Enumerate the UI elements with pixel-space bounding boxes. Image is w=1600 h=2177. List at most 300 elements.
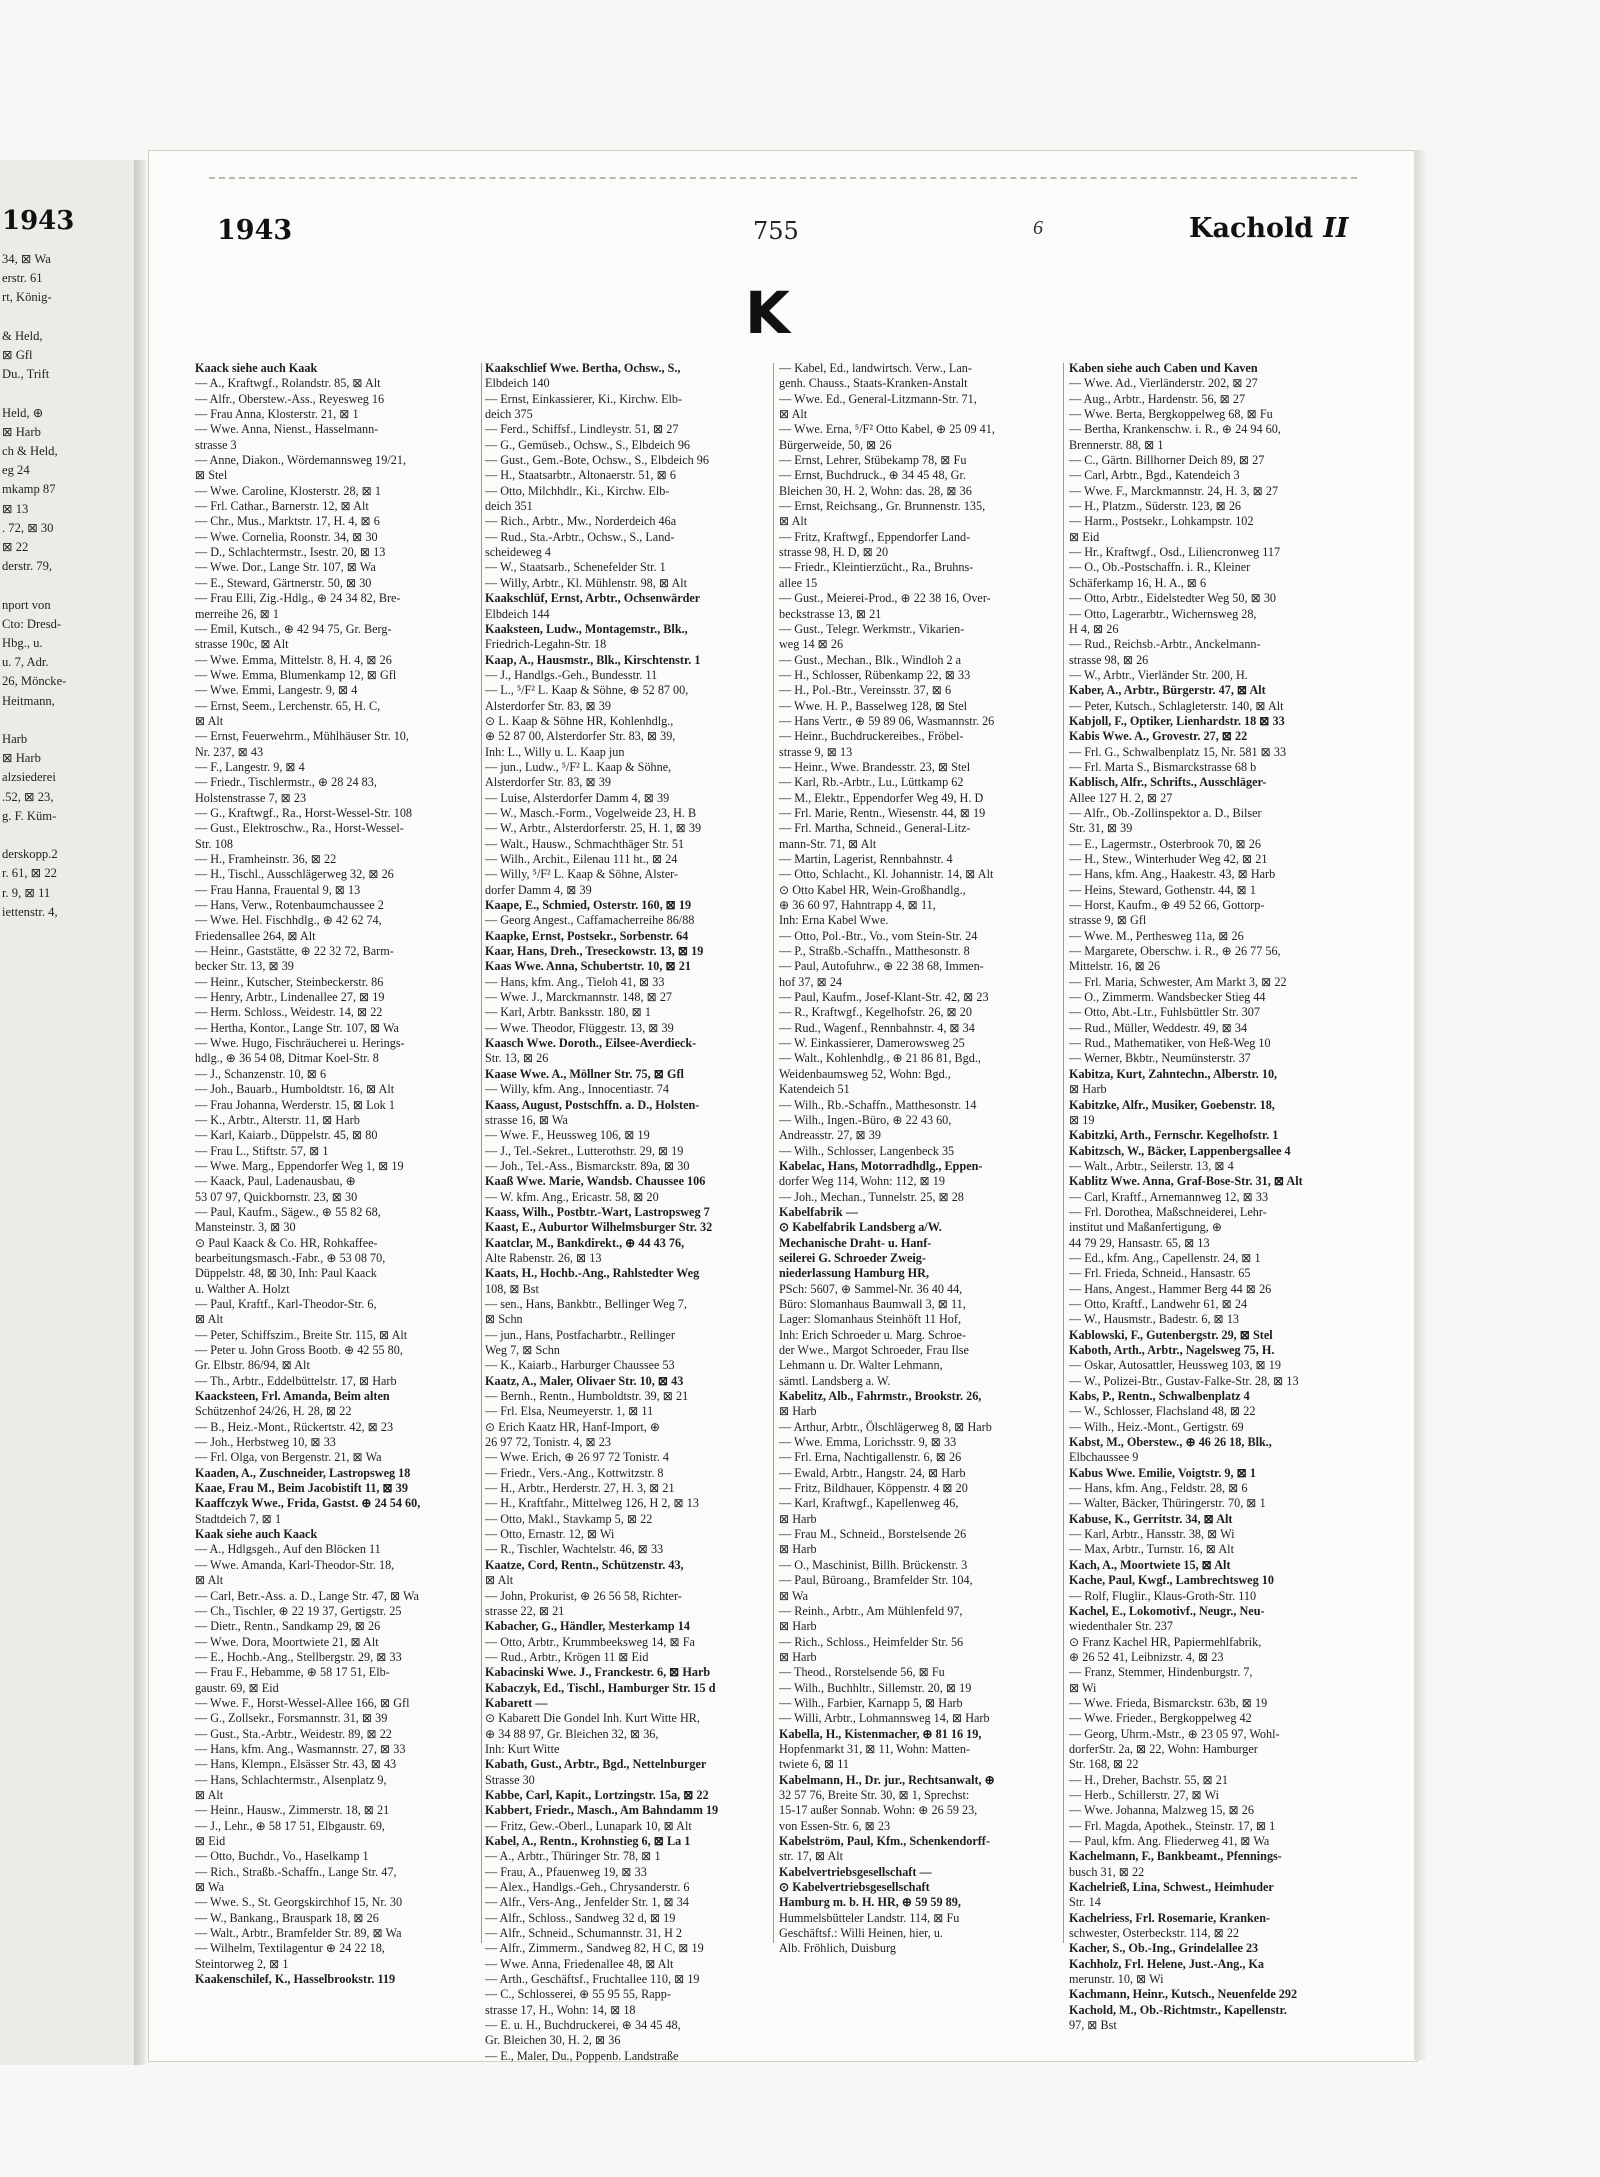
directory-entry-line: Stadtdeich 7, ⊠ 1 bbox=[195, 1511, 282, 1526]
directory-entry-line: ⊠ Harb bbox=[779, 1649, 817, 1664]
directory-entry-line: seilerei G. Schroeder Zweig- bbox=[779, 1250, 926, 1265]
directory-entry-line: — Otto, Arbtr., Krummbeeksweg 14, ⊠ Fa bbox=[485, 1634, 695, 1649]
directory-entry-line: — Karl, Arbtr. Banksstr. 180, ⊠ 1 bbox=[485, 1005, 651, 1020]
directory-entry-line: — Karl, Kraftwgf., Kapellenweg 46, bbox=[779, 1496, 959, 1511]
directory-entry-line: — Rich., Arbtr., Mw., Norderdeich 46a bbox=[485, 514, 677, 529]
directory-entry-line: — Horst, Kaufm., ⊕ 49 52 66, Gottorp- bbox=[1069, 898, 1265, 913]
directory-entry-line: — Wwe. F., Heussweg 106, ⊠ 19 bbox=[485, 1128, 650, 1143]
directory-entry-line: — Ch., Tischler, ⊕ 22 19 37, Gertigstr. 25 bbox=[195, 1603, 402, 1618]
directory-entry-line: — Wwe. Theodor, Flüggestr. 13, ⊠ 39 bbox=[485, 1020, 674, 1035]
directory-entry-line: ⊠ Wa bbox=[779, 1588, 808, 1603]
directory-entry-line: — Wwe. Erna, ⁵/F² Otto Kabel, ⊕ 25 09 41, bbox=[779, 422, 995, 437]
directory-entry-line: — Alfr., Zimmerm., Sandweg 82, H C, ⊠ 19 bbox=[485, 1941, 704, 1956]
directory-entry-line: — Heinr., Buchdruckereibes., Fröbel- bbox=[779, 729, 964, 744]
directory-entry-line: — Paul, Büroang., Bramfelder Str. 104, bbox=[779, 1573, 973, 1588]
directory-entry-line: — Rud., Arbtr., Krögen 11 ⊠ Eid bbox=[485, 1649, 649, 1664]
directory-entry-line: merunstr. 10, ⊠ Wi bbox=[1069, 1972, 1164, 1987]
directory-entry-line: — Wilh., Schlosser, Langenbeck 35 bbox=[779, 1143, 955, 1158]
left-page-line: rt, König- bbox=[2, 290, 52, 305]
directory-entry-line: deich 375 bbox=[485, 407, 533, 422]
left-page-line: derskopp.2 bbox=[2, 847, 58, 862]
directory-entry-line: Kaaden, A., Zuschneider, Lastropsweg 18 bbox=[195, 1465, 411, 1480]
directory-entry-line: — Gust., Mechan., Blk., Windloh 2 a bbox=[779, 652, 962, 667]
directory-entry-line: — Wwe. Emma, Lorichsstr. 9, ⊠ 33 bbox=[779, 1435, 957, 1450]
directory-entry-line: — Wwe. Hugo, Fischräucherei u. Herings- bbox=[195, 1036, 405, 1051]
left-page-line: ⊠ Harb bbox=[2, 424, 41, 439]
directory-entry-line: — J., Schanzenstr. 10, ⊠ 6 bbox=[195, 1066, 327, 1081]
left-page-entries bbox=[2, 250, 138, 922]
directory-entry-line: — Wwe. Johanna, Malzweg 15, ⊠ 26 bbox=[1069, 1803, 1254, 1818]
directory-entry-line: Kachelrieß, Lina, Schwest., Heimhuder bbox=[1069, 1880, 1274, 1895]
directory-entry-line: — Otto, Buchdr., Vo., Haselkamp 1 bbox=[195, 1849, 369, 1864]
left-page-line bbox=[2, 308, 138, 327]
directory-entry-line: — Dietr., Rentn., Sandkamp 29, ⊠ 26 bbox=[195, 1619, 381, 1634]
directory-entry-line: Kabacher, G., Händler, Mesterkamp 14 bbox=[485, 1619, 690, 1634]
directory-entry-line: — Otto, Kraftf., Landwehr 61, ⊠ 24 bbox=[1069, 1296, 1248, 1311]
directory-entry-line: Kabelitz, Alb., Fahrmstr., Brookstr. 26, bbox=[779, 1389, 982, 1404]
directory-entry-line: — Frau F., Hebamme, ⊕ 58 17 51, Elb- bbox=[195, 1665, 390, 1680]
directory-entry-line: — A., Kraftwgf., Rolandstr. 85, ⊠ Alt bbox=[195, 376, 381, 391]
directory-entry-line: — G., Kraftwgf., Ra., Horst-Wessel-Str. 108 bbox=[195, 805, 413, 820]
directory-entry-line: Friedrich-Legahn-Str. 18 bbox=[485, 637, 607, 652]
directory-entry-line: Kaboth, Arth., Arbtr., Nagelsweg 75, H. bbox=[1069, 1343, 1275, 1357]
directory-entry-line: Kaben siehe auch Caben und Kaven bbox=[1069, 361, 1258, 375]
directory-entry-line: — C., Schlosserei, ⊕ 55 95 55, Rapp- bbox=[485, 1987, 671, 2002]
directory-entry-line: — Frau Hanna, Frauental 9, ⊠ 13 bbox=[195, 882, 361, 897]
directory-entry-line: — Wwe. Caroline, Klosterstr. 28, ⊠ 1 bbox=[195, 483, 382, 498]
directory-entry-line: ⊠ Alt bbox=[195, 1787, 224, 1802]
directory-entry-line: Kabitzke, Alfr., Musiker, Goebenstr. 18, bbox=[1069, 1097, 1275, 1112]
directory-entry-line: Brennerstr. 88, ⊠ 1 bbox=[1069, 437, 1164, 452]
directory-entry-line: ⊠ Alt bbox=[195, 713, 224, 728]
entry-column-2 bbox=[485, 361, 773, 2064]
directory-entry-line: Elbchaussee 9 bbox=[1069, 1450, 1139, 1465]
directory-entry-line: — Arthur, Arbtr., Ölschlägerweg 8, ⊠ Harb bbox=[779, 1419, 992, 1434]
directory-entry-line: — Kabel, Ed., landwirtsch. Verw., Lan- bbox=[779, 361, 972, 375]
directory-entry-line: — Gust., Elektroschw., Ra., Horst-Wessel- bbox=[195, 821, 404, 836]
left-page-line bbox=[2, 826, 138, 845]
directory-entry-line: — Hr., Kraftwgf., Osd., Liliencronweg 117 bbox=[1069, 545, 1281, 560]
directory-entry-line: Kaass, August, Postschffn. a. D., Holsten- bbox=[485, 1097, 700, 1112]
directory-entry-line: — D., Schlachtermstr., Isestr. 20, ⊠ 13 bbox=[195, 545, 386, 560]
directory-entry-line: — Wwe. F., Marckmannstr. 24, H. 3, ⊠ 27 bbox=[1069, 483, 1279, 498]
directory-entry-line: strasse 190c, ⊠ Alt bbox=[195, 637, 289, 652]
directory-entry-line: — Wwe. Dora, Moortwiete 21, ⊠ Alt bbox=[195, 1634, 379, 1649]
directory-entry-line: PSch: 5607, ⊕ Sammel-Nr. 36 40 44, bbox=[779, 1281, 963, 1296]
left-page-line: Heitmann, bbox=[2, 693, 55, 708]
directory-entry-line: — Hans, Verw., Rotenbaumchaussee 2 bbox=[195, 898, 384, 913]
directory-entry-line: — Ernst, Seem., Lerchenstr. 65, H. C, bbox=[195, 698, 381, 713]
directory-entry-line: ⊠ Alt bbox=[779, 407, 808, 422]
directory-entry-line: H 4, ⊠ 26 bbox=[1069, 621, 1119, 636]
directory-entry-line: — A., Hdlgsgeh., Auf den Blöcken 11 bbox=[195, 1542, 381, 1557]
directory-entry-line: — Franz, Stemmer, Hindenburgstr. 7, bbox=[1069, 1665, 1253, 1680]
directory-entry-line: Str. 168, ⊠ 22 bbox=[1069, 1757, 1139, 1772]
left-page-line: nport von bbox=[2, 597, 51, 612]
directory-entry-line: — A., Arbtr., Thüringer Str. 78, ⊠ 1 bbox=[485, 1849, 661, 1864]
page-number: 755 bbox=[753, 217, 799, 245]
directory-entry-line: ⊕ 36 60 97, Hahntrapp 4, ⊠ 11, bbox=[779, 898, 936, 913]
directory-entry-line: dorferStr. 2a, ⊠ 22, Wohn: Hamburger bbox=[1069, 1741, 1258, 1756]
directory-entry-line: — Wilh., Ingen.-Büro, ⊕ 22 43 60, bbox=[779, 1112, 952, 1127]
directory-entry-line: — H., Staatsarbtr., Altonaerstr. 51, ⊠ 6 bbox=[485, 468, 676, 483]
directory-entry-line: ⊙ Kabelvertriebsgesellschaft bbox=[779, 1880, 930, 1895]
left-page-line: derstr. 79, bbox=[2, 559, 53, 574]
directory-entry-line: Kaakschlief Wwe. Bertha, Ochsw., S., bbox=[485, 361, 681, 375]
directory-entry-line: — Fritz, Kraftwgf., Eppendorfer Land- bbox=[779, 529, 971, 544]
directory-entry-line: — Frl. Frieda, Schneid., Hansastr. 65 bbox=[1069, 1266, 1251, 1281]
left-page-line: . 72, ⊠ 30 bbox=[2, 520, 54, 535]
directory-entry-line: — Joh., Tel.-Ass., Bismarckstr. 89a, ⊠ 30 bbox=[485, 1158, 690, 1173]
running-head bbox=[1189, 213, 1348, 244]
left-page-line: Cto: Dresd- bbox=[2, 616, 62, 631]
directory-entry-line: gaustr. 69, ⊠ Eid bbox=[195, 1680, 279, 1695]
directory-entry-line: Kaape, E., Schmied, Osterstr. 160, ⊠ 19 bbox=[485, 898, 692, 913]
directory-entry-line: — Herb., Schillerstr. 27, ⊠ Wi bbox=[1069, 1787, 1219, 1802]
directory-entry-line: hof 37, ⊠ 24 bbox=[779, 974, 843, 989]
directory-entry-line: — Frl. G., Schwalbenplatz 15, Nr. 581 ⊠ 33 bbox=[1069, 744, 1287, 759]
directory-entry-line: — Karl, Arbtr., Hansstr. 38, ⊠ Wi bbox=[1069, 1527, 1235, 1542]
directory-entry-line: Kaar, Hans, Dreh., Treseckowstr. 13, ⊠ 19 bbox=[485, 944, 704, 959]
directory-entry-line: — W., Polizei-Btr., Gustav-Falke-Str. 28, ⊠ 13 bbox=[1069, 1373, 1299, 1388]
directory-entry-line: — Friedr., Kleintierzücht., Ra., Bruhns- bbox=[779, 560, 974, 575]
directory-entry-line: Kachold, M., Ob.-Richtmstr., Kapellenstr. bbox=[1069, 2002, 1287, 2017]
directory-entry-line: — Frl. Magda, Apothek., Steinstr. 17, ⊠ 1 bbox=[1069, 1818, 1276, 1833]
directory-entry-line: ⊙ Kabarett Die Gondel Inh. Kurt Witte HR, bbox=[485, 1711, 700, 1726]
directory-entry-line: — Hertha, Kontor., Lange Str. 107, ⊠ Wa bbox=[195, 1020, 399, 1035]
left-page-line: ⊠ 13 bbox=[2, 501, 29, 516]
directory-entry-line: — Wwe. Frieder., Bergkoppelweg 42 bbox=[1069, 1711, 1252, 1726]
directory-page bbox=[148, 150, 1418, 2062]
directory-entry-line: — Joh., Bauarb., Humboldtstr. 16, ⊠ Alt bbox=[195, 1082, 395, 1097]
directory-entry-line: Kach, A., Moortwiete 15, ⊠ Alt bbox=[1069, 1557, 1231, 1572]
directory-entry-line: — W., Masch.-Form., Vogelweide 23, H. B bbox=[485, 805, 697, 820]
directory-entry-line: — Gust., Telegr. Werkmstr., Vikarien- bbox=[779, 621, 965, 636]
directory-entry-line: — Wwe. Emmi, Langestr. 9, ⊠ 4 bbox=[195, 683, 358, 698]
directory-entry-line: — Karl, Kaiarb., Düppelstr. 45, ⊠ 80 bbox=[195, 1128, 378, 1143]
directory-entry-line: — Otto, Lagerarbtr., Wichernsweg 28, bbox=[1069, 606, 1257, 621]
directory-entry-line: Schäferkamp 16, H. A., ⊠ 6 bbox=[1069, 575, 1207, 590]
directory-entry-line: — Heinr., Kutscher, Steinbeckerstr. 86 bbox=[195, 974, 384, 989]
directory-entry-line: ⊙ Paul Kaack & Co. HR, Rohkaffee- bbox=[195, 1235, 378, 1250]
directory-entry-line: Kaapke, Ernst, Postsekr., Sorbenstr. 64 bbox=[485, 928, 689, 943]
directory-entry-line: Kachelmann, F., Bankbeamt., Pfennings- bbox=[1069, 1849, 1282, 1864]
directory-entry-line: — W., Staatsarb., Schenefelder Str. 1 bbox=[485, 560, 666, 575]
directory-entry-line: becker Str. 13, ⊠ 39 bbox=[195, 959, 294, 974]
directory-entry-line: Kacher, S., Ob.-Ing., Grindelallee 23 bbox=[1069, 1941, 1259, 1956]
directory-entry-line: — W., Hausmstr., Badestr. 6, ⊠ 13 bbox=[1069, 1312, 1240, 1327]
directory-entry-line: ⊙ Kabelfabrik Landsberg a/W. bbox=[779, 1220, 942, 1235]
directory-entry-line: — Wilhelm, Textilagentur ⊕ 24 22 18, bbox=[195, 1941, 385, 1956]
directory-entry-line: Geschäftsf.: Willi Heinen, hier, u. bbox=[779, 1926, 943, 1941]
directory-entry-line: — W., Arbtr., Alsterdorferstr. 25, H. 1, ⊠ 39 bbox=[485, 821, 702, 836]
directory-entry-line: — H., Schlosser, Rübenkamp 22, ⊠ 33 bbox=[779, 667, 971, 682]
directory-entry-line: ⊠ Alt bbox=[195, 1312, 224, 1327]
directory-entry-line: Kaast, E., Auburtor Wilhelmsburger Str. 32 bbox=[485, 1220, 713, 1235]
directory-entry-line: — Gust., Gem.-Bote, Ochsw., S., Elbdeich 96 bbox=[485, 453, 709, 468]
directory-entry-line: niederlassung Hamburg HR, bbox=[779, 1266, 929, 1281]
directory-entry-line: Steintorweg 2, ⊠ 1 bbox=[195, 1956, 289, 1971]
directory-entry-line: — Paul, Kraftf., Karl-Theodor-Str. 6, bbox=[195, 1296, 377, 1311]
directory-entry-line: Kabelac, Hans, Motorradhdlg., Eppen- bbox=[779, 1158, 983, 1173]
directory-entry-line: — H., Stew., Winterhuder Weg 42, ⊠ 21 bbox=[1069, 852, 1268, 866]
directory-entry-line: — Rolf, Fluglir., Klaus-Groth-Str. 110 bbox=[1069, 1588, 1257, 1603]
directory-entry-line: — Ernst, Lehrer, Stübekamp 78, ⊠ Fu bbox=[779, 453, 967, 468]
directory-entry-line: ⊠ Harb bbox=[779, 1511, 817, 1526]
directory-entry-line: — Rud., Sta.-Arbtr., Ochsw., S., Land- bbox=[485, 529, 675, 544]
directory-entry-line: — G., Zollsekr., Forsmannstr. 31, ⊠ 39 bbox=[195, 1711, 388, 1726]
directory-entry-line: — Wwe. Emma, Mittelstr. 8, H. 4, ⊠ 26 bbox=[195, 652, 392, 667]
directory-entry-line: — W. kfm. Ang., Ericastr. 58, ⊠ 20 bbox=[485, 1189, 659, 1204]
directory-entry-line: — Otto, Schlacht., Kl. Johannistr. 14, ⊠ Alt bbox=[779, 867, 994, 882]
directory-entry-line: Kabelström, Paul, Kfm., Schenkendorff- bbox=[779, 1834, 990, 1848]
directory-entry-line: Kabus Wwe. Emilie, Voigtstr. 9, ⊠ 1 bbox=[1069, 1465, 1256, 1480]
directory-entry-line: — Otto, Ernastr. 12, ⊠ Wi bbox=[485, 1527, 615, 1542]
directory-entry-line: — J., Tel.-Sekret., Lutterothstr. 29, ⊠ 19 bbox=[485, 1143, 684, 1158]
directory-entry-line: — sen., Hans, Bankbtr., Bellinger Weg 7, bbox=[485, 1296, 687, 1311]
directory-entry-line: Alsterdorfer Str. 83, ⊠ 39 bbox=[485, 775, 611, 790]
directory-entry-line: Kache, Paul, Kwgf., Lambrechtsweg 10 bbox=[1069, 1573, 1274, 1588]
directory-entry-line: ⊠ Stel bbox=[195, 468, 228, 483]
directory-entry-line: — W., Schlosser, Flachsland 48, ⊠ 22 bbox=[1069, 1404, 1256, 1419]
directory-entry-line: dorfer Damm 4, ⊠ 39 bbox=[485, 882, 592, 897]
directory-entry-line: — Margarete, Oberschw. i. R., ⊕ 26 77 56, bbox=[1069, 944, 1281, 959]
directory-entry-line: Bürgerweide, 50, ⊠ 26 bbox=[779, 437, 892, 452]
directory-entry-line: — H., Pol.-Btr., Vereinsstr. 37, ⊠ 6 bbox=[779, 683, 952, 698]
left-page-line: ⊠ Gfl bbox=[2, 348, 33, 362]
directory-entry-line: ⊠ Harb bbox=[1069, 1082, 1107, 1097]
directory-entry-line: Inh: Erna Kabel Wwe. bbox=[779, 913, 889, 928]
directory-entry-line: ⊠ Alt bbox=[779, 514, 808, 529]
running-head-roman: II bbox=[1323, 213, 1349, 244]
directory-entry-line: Kachholz, Frl. Helene, Just.-Ang., Ka bbox=[1069, 1956, 1264, 1971]
left-page-line: & Held, bbox=[2, 328, 43, 343]
directory-entry-line: — W., Bankang., Brauspark 18, ⊠ 26 bbox=[195, 1910, 379, 1925]
directory-entry-line: — Ewald, Arbtr., Hangstr. 24, ⊠ Harb bbox=[779, 1465, 966, 1480]
directory-entry-line: — Paul, Kaufm., Josef-Klant-Str. 42, ⊠ 23 bbox=[779, 990, 989, 1005]
directory-entry-line: deich 351 bbox=[485, 499, 533, 514]
directory-entry-line: — Th., Arbtr., Eddelbüttelstr. 17, ⊠ Harb bbox=[195, 1373, 397, 1388]
directory-entry-line: strasse 22, ⊠ 21 bbox=[485, 1603, 565, 1618]
directory-entry-line: — Frl. Dorothea, Maßschneiderei, Lehr- bbox=[1069, 1204, 1267, 1219]
directory-entry-line: Kabella, H., Kistenmacher, ⊕ 81 16 19, bbox=[779, 1726, 982, 1741]
directory-entry-line: — Peter u. John Gross Bootb. ⊕ 42 55 80, bbox=[195, 1343, 403, 1357]
directory-entry-line: Kaap, A., Hausmstr., Blk., Kirschtenstr. 1 bbox=[485, 652, 701, 667]
directory-entry-line: Mechanische Draht- u. Hanf- bbox=[779, 1235, 932, 1250]
directory-entry-line: schwester, Osterbeckstr. 114, ⊠ 22 bbox=[1069, 1926, 1240, 1941]
entry-column-3 bbox=[779, 361, 1067, 1957]
directory-entry-line: — Rich., Straßb.-Schaffn., Lange Str. 47, bbox=[195, 1864, 397, 1879]
left-page-line: ⊠ 22 bbox=[2, 540, 29, 555]
directory-entry-line: Kaass, Wilh., Postbtr.-Wart, Lastropsweg 7 bbox=[485, 1204, 710, 1219]
directory-entry-line: — Wilh., Archit., Eilenau 111 ht., ⊠ 24 bbox=[485, 852, 678, 866]
directory-entry-line: Katendeich 51 bbox=[779, 1082, 850, 1097]
entry-column-1 bbox=[195, 361, 483, 1987]
directory-entry-line: — H., Tischl., Ausschlägerweg 32, ⊠ 26 bbox=[195, 867, 394, 882]
directory-entry-line: beckstrasse 13, ⊠ 21 bbox=[779, 606, 882, 621]
left-page-line: r. 9, ⊠ 11 bbox=[2, 885, 51, 900]
left-page-line: Held, ⊕ bbox=[2, 405, 44, 420]
directory-entry-line: — Wilh., Heiz.-Mont., Gertigstr. 69 bbox=[1069, 1419, 1244, 1434]
directory-entry-line: 32 57 76, Breite Str. 30, ⊠ 1, Sprechst: bbox=[779, 1787, 970, 1802]
left-page-line: erstr. 61 bbox=[2, 271, 43, 286]
directory-entry-line: — Rich., Schloss., Heimfelder Str. 56 bbox=[779, 1634, 964, 1649]
directory-entry-line: Kaase Wwe. A., Möllner Str. 75, ⊠ Gfl bbox=[485, 1066, 684, 1081]
directory-entry-line: — Gust., Sta.-Arbtr., Weidestr. 89, ⊠ 22 bbox=[195, 1726, 392, 1741]
directory-entry-line: — Wwe. M., Perthesweg 11a, ⊠ 26 bbox=[1069, 928, 1244, 943]
column-divider bbox=[1063, 363, 1064, 1943]
book-gutter bbox=[134, 160, 146, 2065]
directory-entry-line: ⊙ L. Kaap & Söhne HR, Kohlenhdlg., bbox=[485, 713, 674, 728]
top-edge-rule bbox=[209, 177, 1357, 179]
directory-entry-line: — Werner, Bkbtr., Neumünsterstr. 37 bbox=[1069, 1051, 1251, 1066]
directory-entry-line: — Fritz, Gew.-Oberl., Lunapark 10, ⊠ Alt bbox=[485, 1818, 692, 1833]
directory-entry-line: — Frau Johanna, Werderstr. 15, ⊠ Lok 1 bbox=[195, 1097, 395, 1112]
directory-entry-line: — Willy, ⁵/F² L. Kaap & Söhne, Alster- bbox=[485, 867, 679, 882]
directory-entry-line: — Otto, Milchhdlr., Ki., Kirchw. Elb- bbox=[485, 483, 670, 498]
directory-entry-line: — Georg Angest., Caffamacherreihe 86/88 bbox=[485, 913, 695, 928]
directory-entry-line: ⊕ 34 88 97, Gr. Bleichen 32, ⊠ 36, bbox=[485, 1726, 659, 1741]
directory-entry-line: — Otto, Abt.-Ltr., Fuhlsbüttler Str. 307 bbox=[1069, 1005, 1260, 1020]
directory-entry-line: Kaakenschilef, K., Hasselbrookstr. 119 bbox=[195, 1972, 396, 1987]
directory-entry-line: — Frl. Olga, von Bergenstr. 21, ⊠ Wa bbox=[195, 1450, 382, 1465]
directory-entry-line: — Hans, Klempn., Elsässer Str. 43, ⊠ 43 bbox=[195, 1757, 397, 1772]
directory-entry-line: — Frl. Marta S., Bismarckstrasse 68 b bbox=[1069, 759, 1257, 774]
directory-entry-line: — G., Gemüseb., Ochsw., S., Elbdeich 96 bbox=[485, 437, 691, 452]
directory-entry-line: — Anne, Diakon., Wördemannsweg 19/21, bbox=[195, 453, 406, 468]
directory-entry-line: — Willi, Arbtr., Lohmannsweg 14, ⊠ Harb bbox=[779, 1711, 990, 1726]
directory-entry-line: — Alfr., Schneid., Schumannstr. 31, H 2 bbox=[485, 1926, 683, 1941]
directory-entry-line: Kabelfabrik — bbox=[779, 1204, 858, 1219]
directory-entry-line: Kaatze, Cord, Rentn., Schützenstr. 43, bbox=[485, 1557, 684, 1572]
directory-entry-line: — J., Handlgs.-Geh., Bundesstr. 11 bbox=[485, 667, 658, 682]
directory-entry-line: — Wwe. J., Marckmannstr. 148, ⊠ 27 bbox=[485, 990, 673, 1005]
directory-entry-line: — Hans, Angest., Hammer Berg 44 ⊠ 26 bbox=[1069, 1281, 1272, 1296]
directory-entry-line: — Karl, Rb.-Arbtr., Lu., Lüttkamp 62 bbox=[779, 775, 964, 790]
directory-entry-line: — Oskar, Autosattler, Heussweg 103, ⊠ 19 bbox=[1069, 1358, 1281, 1373]
directory-entry-line: — Rud., Wagenf., Rennbahnstr. 4, ⊠ 34 bbox=[779, 1020, 975, 1035]
directory-entry-line: der Wwe., Margot Schroeder, Frau Ilse bbox=[779, 1343, 969, 1357]
directory-entry-line: — Frl. Elsa, Neumeyerstr. 1, ⊠ 11 bbox=[485, 1404, 654, 1419]
left-page-line: alzsiederei bbox=[2, 770, 56, 785]
directory-entry-line: Inh: L., Willy u. L. Kaap jun bbox=[485, 744, 625, 759]
directory-entry-line: Kabbe, Carl, Kapit., Lortzingstr. 15a, ⊠ 22 bbox=[485, 1787, 709, 1802]
directory-entry-line: Mansteinstr. 3, ⊠ 30 bbox=[195, 1220, 296, 1235]
directory-entry-line: — Frl. Maria, Schwester, Am Markt 3, ⊠ 22 bbox=[1069, 974, 1287, 989]
directory-entry-line: 44 79 29, Hansastr. 65, ⊠ 13 bbox=[1069, 1235, 1210, 1250]
directory-entry-line: — Fritz, Bildhauer, Köppenstr. 4 ⊠ 20 bbox=[779, 1481, 968, 1496]
directory-entry-line: Inh: Erich Schroeder u. Marg. Schroe- bbox=[779, 1327, 966, 1342]
directory-entry-line: strasse 17, H., Wohn: 14, ⊠ 18 bbox=[485, 2002, 636, 2017]
directory-entry-line: Str. 14 bbox=[1069, 1895, 1101, 1910]
directory-entry-line: — Ernst, Reichsang., Gr. Brunnenstr. 135, bbox=[779, 499, 986, 514]
entry-column-4 bbox=[1069, 361, 1365, 2033]
directory-entry-line: Kaatclar, M., Bankdirekt., ⊕ 44 43 76, bbox=[485, 1235, 685, 1250]
directory-entry-line: ⊙ Erich Kaatz HR, Hanf-Import, ⊕ bbox=[485, 1419, 661, 1434]
directory-entry-line: — Walt., Arbtr., Bramfelder Str. 89, ⊠ Wa bbox=[195, 1926, 402, 1941]
directory-entry-line: str. 17, ⊠ Alt bbox=[779, 1849, 844, 1864]
running-head-keyword: Kachold bbox=[1189, 213, 1314, 244]
directory-entry-line: Elbdeich 140 bbox=[485, 376, 550, 391]
directory-entry-line: ⊙ Franz Kachel HR, Papiermehlfabrik, bbox=[1069, 1634, 1262, 1649]
directory-entry-line: Gr. Elbstr. 86/94, ⊠ Alt bbox=[195, 1358, 310, 1373]
directory-entry-line: Kachel, E., Lokomotivf., Neugr., Neu- bbox=[1069, 1603, 1265, 1618]
directory-entry-line: — Frau, A., Pfauenweg 19, ⊠ 33 bbox=[485, 1864, 647, 1879]
directory-entry-line: Kabarett — bbox=[485, 1695, 548, 1710]
left-facing-page bbox=[0, 160, 141, 2065]
page-mark: 6 bbox=[1033, 217, 1043, 239]
directory-entry-line: — F., Langestr. 9, ⊠ 4 bbox=[195, 759, 305, 774]
directory-entry-line: — Frau L., Stiftstr. 57, ⊠ 1 bbox=[195, 1143, 329, 1158]
directory-entry-line: Kaak siehe auch Kaack bbox=[195, 1527, 318, 1542]
directory-entry-line: — Otto, Pol.-Btr., Vo., vom Stein-Str. 24 bbox=[779, 928, 978, 943]
directory-entry-line: strasse 16, ⊠ Wa bbox=[485, 1112, 568, 1127]
directory-entry-line: — Heins, Steward, Gothenstr. 44, ⊠ 1 bbox=[1069, 882, 1256, 897]
directory-entry-line: Weg 7, ⊠ Schn bbox=[485, 1343, 560, 1357]
directory-entry-line: Kaats, H., Hochb.-Ang., Rahlstedter Weg bbox=[485, 1266, 700, 1281]
directory-entry-line: strasse 98, ⊠ 26 bbox=[1069, 652, 1149, 667]
directory-entry-line: Hummelsbütteler Landstr. 114, ⊠ Fu bbox=[779, 1910, 960, 1925]
directory-entry-line: ⊙ Otto Kabel HR, Wein-Großhandlg., bbox=[779, 882, 966, 897]
directory-entry-line: — Wwe. S., St. Georgskirchhof 15, Nr. 30 bbox=[195, 1895, 403, 1910]
directory-entry-line: Kablitz Wwe. Anna, Graf-Bose-Str. 31, ⊠ Alt bbox=[1069, 1174, 1303, 1189]
directory-entry-line: — Wwe. Anna, Nienst., Hasselmann- bbox=[195, 422, 379, 437]
directory-entry-line: — Ernst, Buchdruck., ⊕ 34 45 48, Gr. bbox=[779, 468, 966, 483]
directory-entry-line: — Frl. Cathar., Barnerstr. 12, ⊠ Alt bbox=[195, 499, 369, 514]
directory-entry-line: — Willy, Arbtr., Kl. Mühlenstr. 98, ⊠ Alt bbox=[485, 575, 688, 590]
directory-entry-line: — Hans, Schlachtermstr., Alsenplatz 9, bbox=[195, 1772, 387, 1787]
directory-entry-line: Inh: Kurt Witte bbox=[485, 1741, 560, 1756]
directory-entry-line: Str. 108 bbox=[195, 836, 233, 851]
directory-entry-line: Kaaffczyk Wwe., Frida, Gastst. ⊕ 24 54 60, bbox=[195, 1496, 421, 1511]
directory-entry-line: strasse 98, H. D, ⊠ 20 bbox=[779, 545, 889, 560]
directory-entry-line: — Hans, kfm. Ang., Feldstr. 28, ⊠ 6 bbox=[1069, 1481, 1248, 1496]
directory-entry-line: — Herm. Schloss., Weidestr. 14, ⊠ 22 bbox=[195, 1005, 383, 1020]
directory-entry-line: — Martin, Lagerist, Rennbahnstr. 4 bbox=[779, 852, 953, 866]
directory-entry-line: — Hans Vertr., ⊕ 59 89 06, Wasmannstr. 26 bbox=[779, 713, 995, 728]
directory-entry-line: — Bernh., Rentn., Humboldtstr. 39, ⊠ 21 bbox=[485, 1389, 689, 1404]
directory-entry-line: Kabitzsch, W., Bäcker, Lappenbergsallee 4 bbox=[1069, 1143, 1291, 1158]
directory-entry-line: — J., Lehr., ⊕ 58 17 51, Elbgaustr. 69, bbox=[195, 1818, 385, 1833]
directory-entry-line: — H., Framheinstr. 36, ⊠ 22 bbox=[195, 852, 337, 866]
directory-entry-line: — Kaack, Paul, Ladenausbau, ⊕ bbox=[195, 1174, 356, 1189]
directory-entry-line: Lager: Slomanhaus Steinhöft 11 Hof, bbox=[779, 1312, 961, 1327]
left-page-line bbox=[2, 384, 138, 403]
directory-entry-line: — Bertha, Krankenschw. i. R., ⊕ 24 94 60, bbox=[1069, 422, 1281, 437]
left-page-year: 1943 bbox=[2, 206, 75, 236]
directory-entry-line: — Wilh., Rb.-Schaffn., Matthesonstr. 14 bbox=[779, 1097, 977, 1112]
directory-entry-line: Nr. 237, ⊠ 43 bbox=[195, 744, 264, 759]
directory-entry-line: Kaatz, A., Maler, Olivaer Str. 10, ⊠ 43 bbox=[485, 1373, 684, 1388]
directory-entry-line: — Otto, Makl., Stavkamp 5, ⊠ 22 bbox=[485, 1511, 653, 1526]
directory-entry-line: — Hans, kfm. Ang., Tieloh 41, ⊠ 33 bbox=[485, 974, 665, 989]
directory-entry-line: — Alfr., Schloss., Sandweg 32 d, ⊠ 19 bbox=[485, 1910, 676, 1925]
directory-entry-line: — Paul, Autofuhrw., ⊕ 22 38 68, Immen- bbox=[779, 959, 984, 974]
directory-entry-line: — Wwe. Berta, Bergkoppelweg 68, ⊠ Fu bbox=[1069, 407, 1273, 422]
directory-entry-line: Kachmann, Heinr., Kutsch., Neuenfelde 292 bbox=[1069, 1987, 1298, 2002]
directory-entry-line: — Hans, kfm. Ang., Wasmannstr. 27, ⊠ 33 bbox=[195, 1741, 406, 1756]
directory-entry-line: — Ernst, Einkassierer, Ki., Kirchw. Elb- bbox=[485, 391, 683, 406]
directory-entry-line: — Wwe. Ad., Vierländerstr. 202, ⊠ 27 bbox=[1069, 376, 1258, 391]
directory-entry-line: Gr. Bleichen 30, H. 2, ⊠ 36 bbox=[485, 2033, 621, 2048]
directory-entry-line: ⊠ Wa bbox=[195, 1880, 224, 1895]
directory-entry-line: Kabelmann, H., Dr. jur., Rechtsanwalt, ⊕ bbox=[779, 1772, 995, 1787]
directory-entry-line: Schützenhof 24/26, H. 28, ⊠ 22 bbox=[195, 1404, 352, 1419]
directory-entry-line: dorfer Weg 114, Wohn: 112, ⊠ 19 bbox=[779, 1174, 945, 1189]
directory-entry-line: — Walt., Hausw., Schmachthäger Str. 51 bbox=[485, 836, 685, 851]
directory-entry-line: — O., Maschinist, Billh. Brückenstr. 3 bbox=[779, 1557, 968, 1572]
directory-entry-line: strasse 3 bbox=[195, 437, 237, 452]
